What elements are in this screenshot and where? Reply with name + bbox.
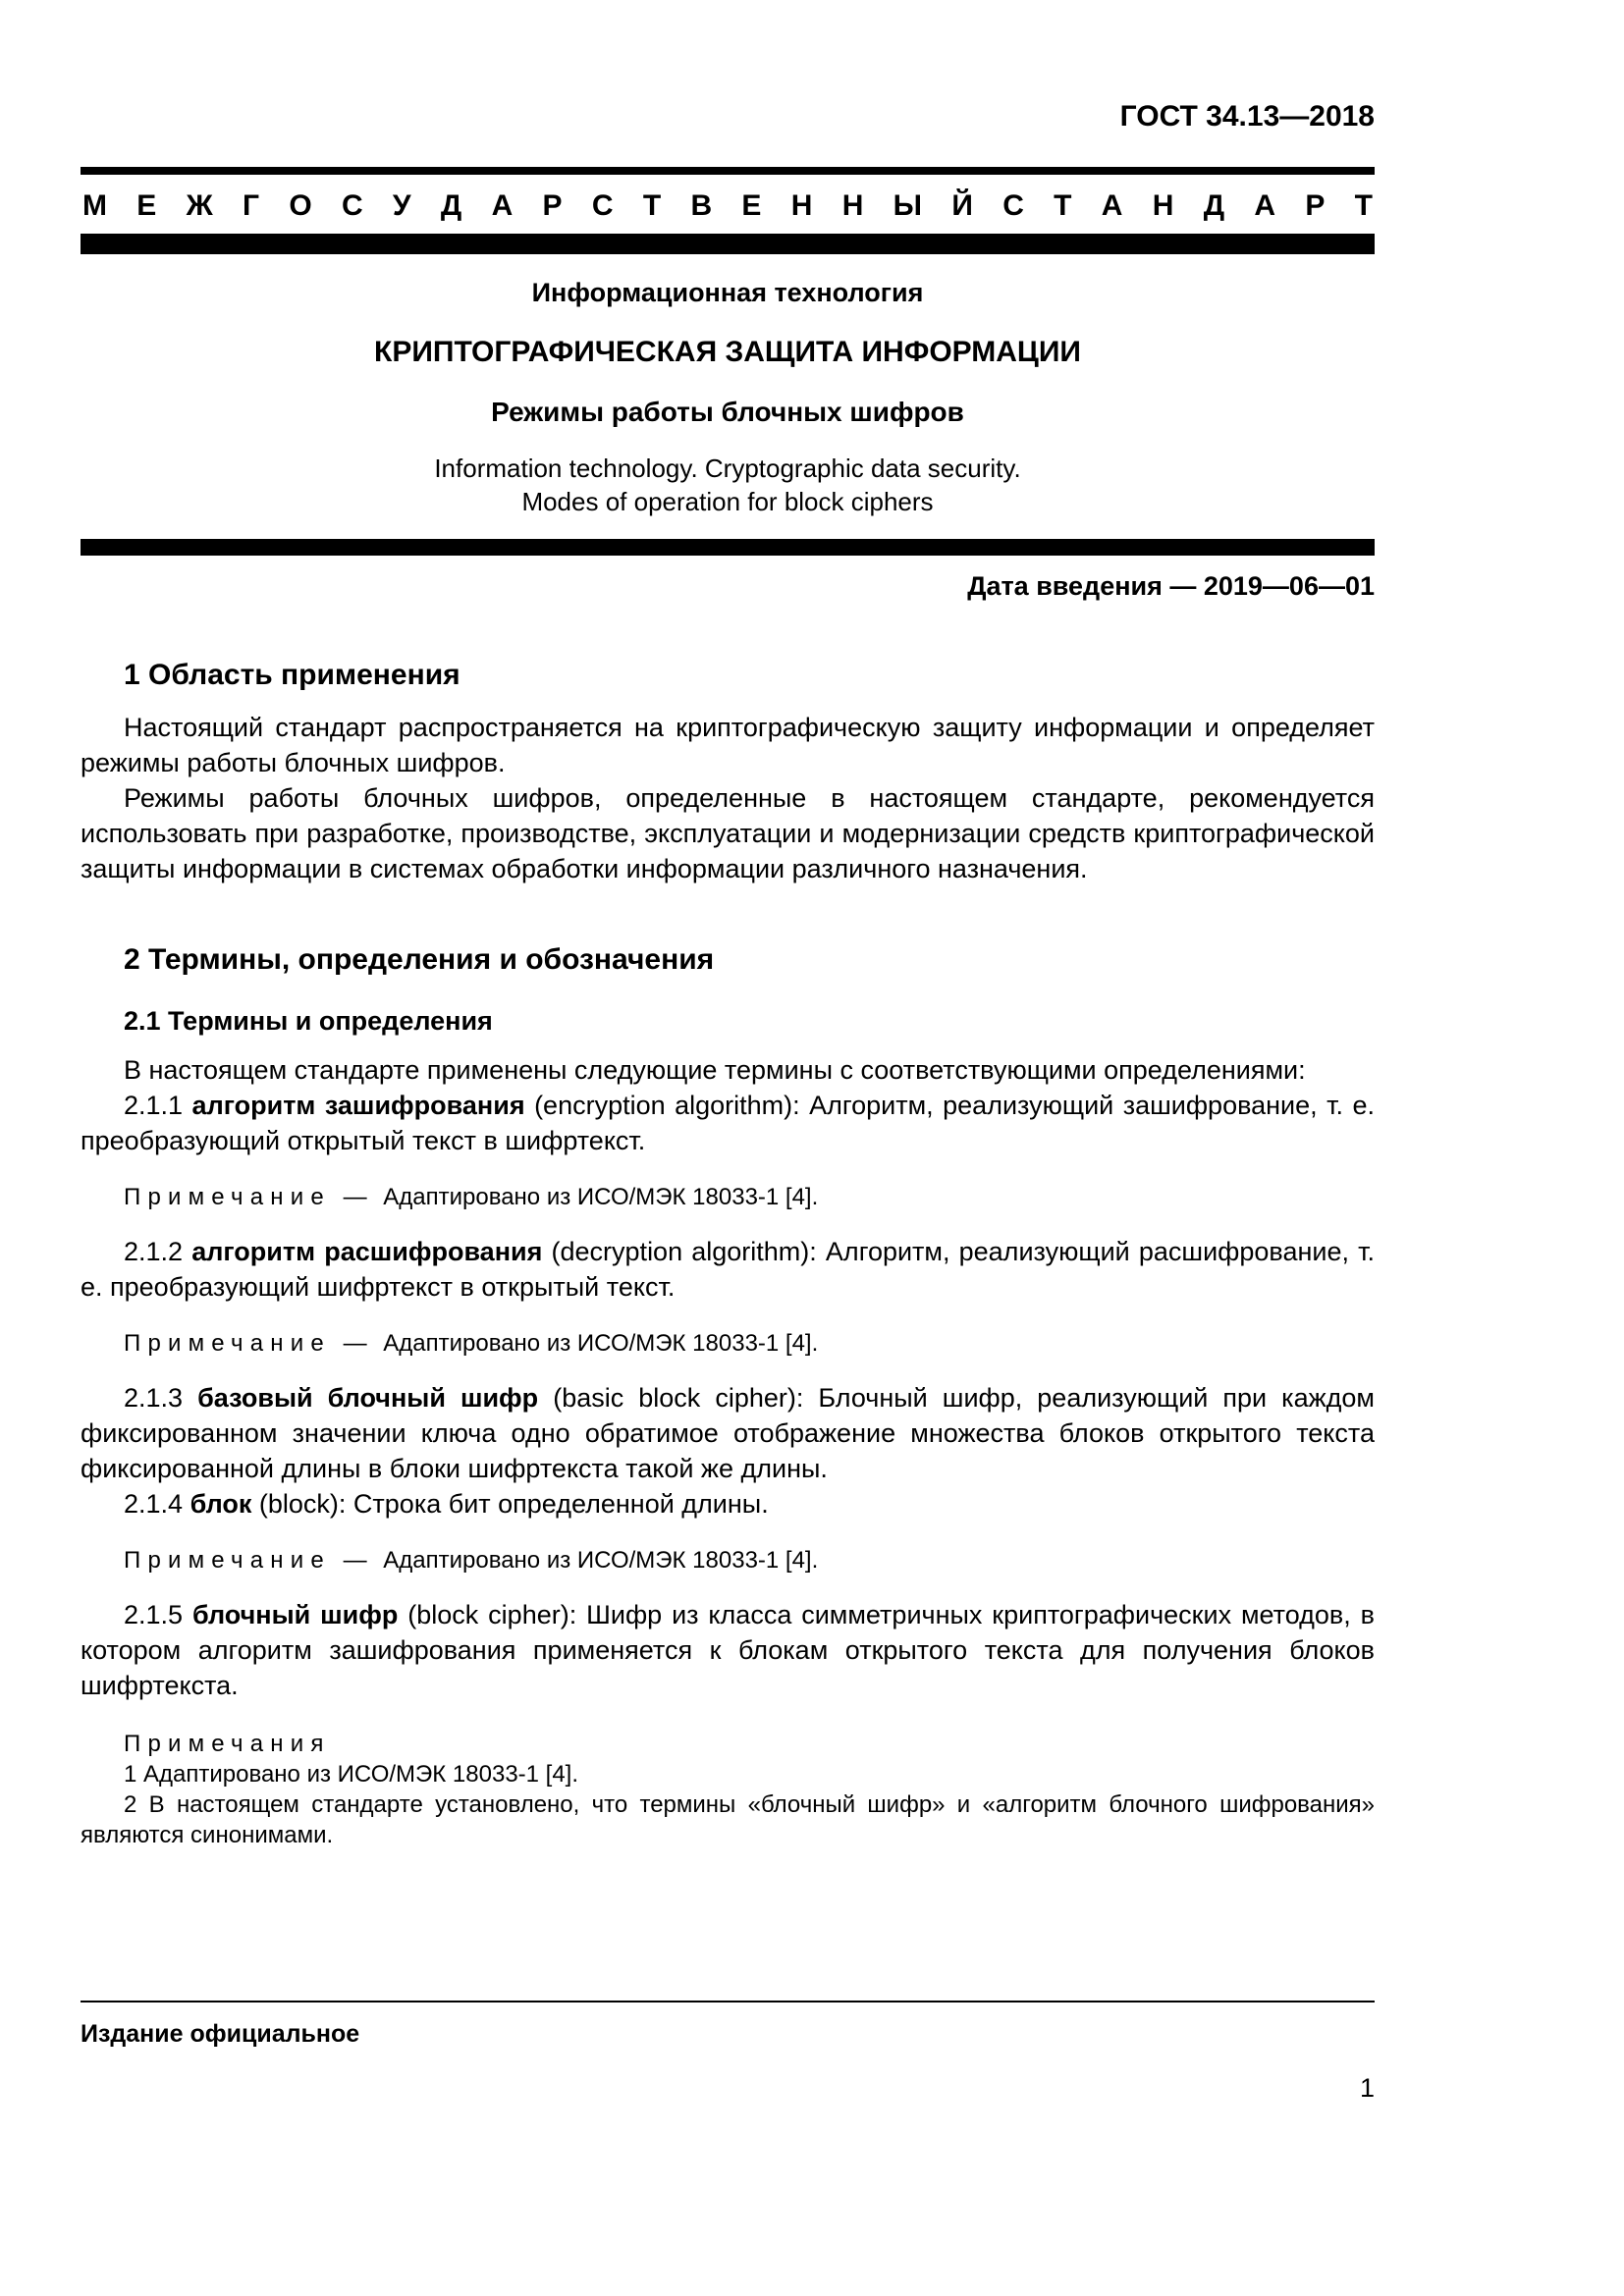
title-english-line1: Information technology. Cryptographic data security. [434,454,1021,483]
section-1-paragraph-1: Настоящий стандарт распространяется на криптографическую защиту информации и определяет режимы работы блочных шифров. [81,712,1375,777]
term-text: (basic block cipher): Блочный шифр, реализующий при каждом фиксированном значении ключа одно обратимое отображение множества блоков открытого текста фиксированной длины в блоки шифртекста такой же длины. [81,1382,1375,1483]
title-english [81,452,1375,519]
note-after-2-1-4 [81,1545,1375,1575]
term-text: (decryption algorithm): Алгоритм, реализующий расшифрование, т. е. преобразующий шифртекст в открытый текст. [81,1236,1375,1302]
standard-type-label: М Е Ж Г О С У Д А Р С Т В Е Н Н Ы Й С Т А Н Д А Р Т [82,189,1373,222]
term-number: 2.1.1 [124,1090,184,1120]
footer-rule [81,2001,1375,2002]
term-number: 2.1.5 [124,1599,184,1629]
note-text: Адаптировано из ИСО/МЭК 18033-1 [4]. [383,1546,819,1574]
note-label: Примечание [124,1546,331,1574]
term-number: 2.1.2 [124,1236,184,1266]
term-name: алгоритм зашифрования [191,1090,525,1120]
note-dash: — [343,1329,367,1357]
note-after-2-1-2 [81,1328,1375,1359]
term-text: (block): Строка бит определенной длины. [258,1488,769,1519]
section-1-heading: 1 Область применения [124,658,460,691]
note-label: Примечание [124,1183,331,1210]
note-text: Адаптировано из ИСО/МЭК 18033-1 [4]. [383,1183,819,1210]
term-text: (block cipher): Шифр из класса симметричных криптографических методов, в котором алгоритм зашифрования применяется к блокам открытого текста для получения блоков шифртекста. [81,1599,1375,1700]
standard-type-banner [81,167,1375,254]
title-subtitle: Режимы работы блочных шифров [491,397,964,427]
notes-block [81,1729,1375,1850]
note-dash: — [343,1183,367,1210]
term-number: 2.1.4 [124,1488,184,1519]
edition-label: Издание официальное [81,2020,360,2048]
note-item-2: 2 В настоящем стандарте установлено, что термины «блочный шифр» и «алгоритм блочного шифрования» являются синонимами. [81,1790,1375,1848]
note-label: Примечание [124,1329,331,1357]
terms-intro: В настоящем стандарте применены следующие термины с соответствующими определениями: [124,1054,1306,1085]
title-subject: Информационная технология [531,278,924,307]
separator-rule [81,539,1375,556]
notes-label: Примечания [124,1730,331,1757]
term-name: блок [189,1488,252,1519]
header-rule-bottom [81,234,1375,254]
term-name: алгоритм расшифрования [191,1236,543,1266]
term-definition-2-1-1 [81,1088,1375,1158]
note-item-1: 1 Адаптировано из ИСО/МЭК 18033-1 [4]. [124,1760,579,1788]
header-rule-top [81,167,1375,175]
section-1-paragraph-2: Режимы работы блочных шифров, определенные в настоящем стандарте, рекомендуется использовать при разработке, производстве, эксплуатации и модернизации средств криптографической защиты информации в системах обработки информации различного назначения. [81,782,1375,883]
title-english-line2: Modes of operation for block ciphers [521,487,934,517]
doc-number: ГОСТ 34.13—2018 [1119,100,1375,133]
page-number: 1 [1359,2073,1375,2103]
term-definition-2-1-5 [81,1597,1375,1703]
section-2-heading: 2 Термины, определения и обозначения [124,942,715,976]
note-text: Адаптировано из ИСО/МЭК 18033-1 [4]. [383,1329,819,1357]
effective-date: Дата введения — 2019—06—01 [967,570,1375,601]
title-main: КРИПТОГРАФИЧЕСКАЯ ЗАЩИТА ИНФОРМАЦИИ [374,336,1081,368]
subsection-2-1-heading: 2.1 Термины и определения [124,1005,493,1036]
term-name: базовый блочный шифр [197,1382,539,1413]
term-text: (encryption algorithm): Алгоритм, реализующий зашифрование, т. е. преобразующий открытый текст в шифртекст. [81,1090,1375,1155]
term-name: блочный шифр [191,1599,399,1629]
term-definition-2-1-4 [81,1486,1375,1522]
title-block [81,278,1375,519]
term-definition-2-1-3 [81,1380,1375,1486]
note-dash: — [343,1546,367,1574]
note-after-2-1-1 [81,1182,1375,1212]
term-definition-2-1-2 [81,1234,1375,1305]
term-number: 2.1.3 [124,1382,184,1413]
